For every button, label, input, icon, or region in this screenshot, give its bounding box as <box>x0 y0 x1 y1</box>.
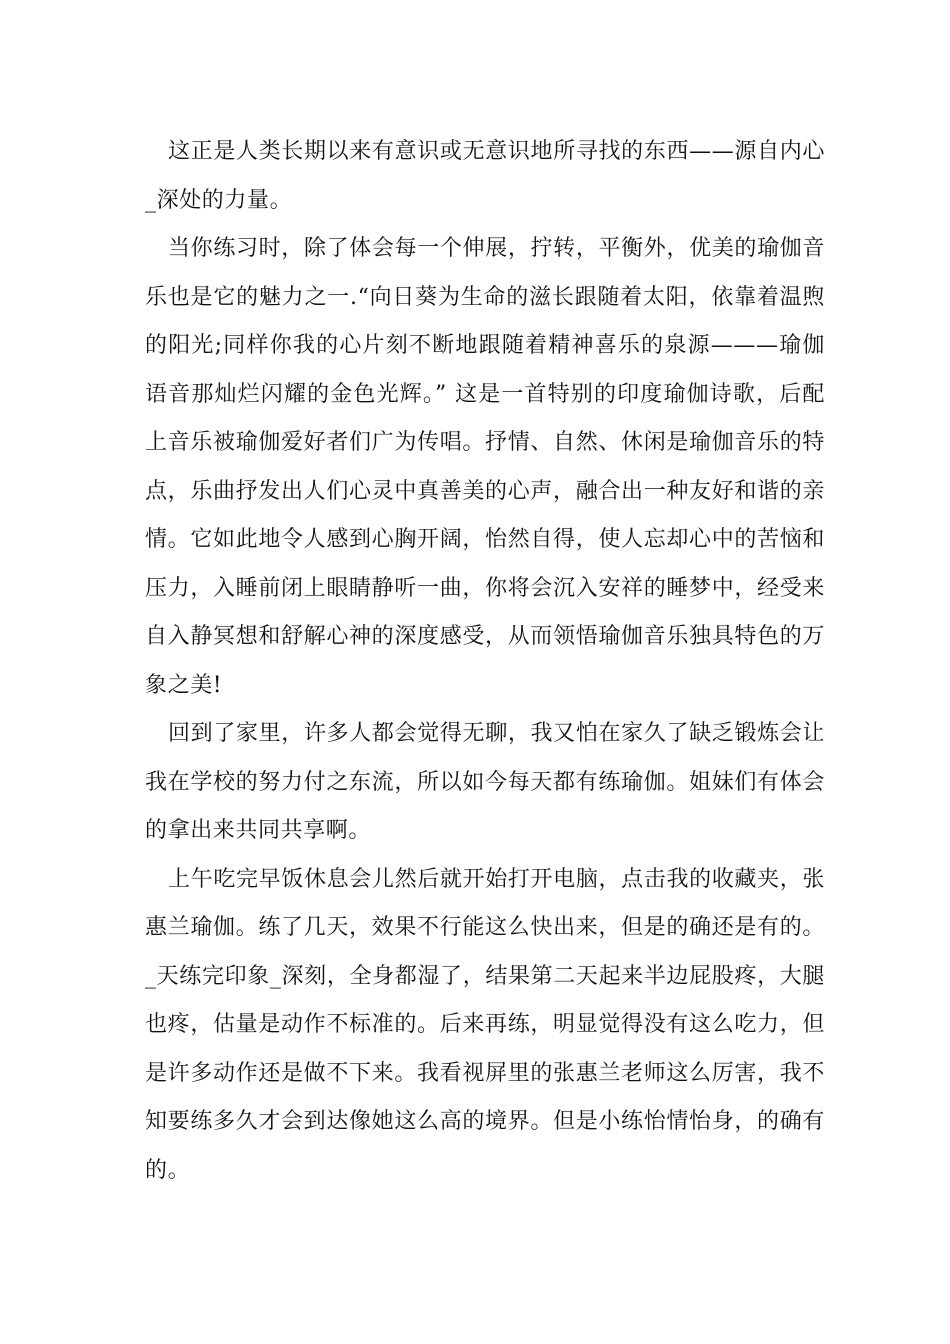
paragraph-1: 这正是人类长期以来有意识或无意识地所寻找的东西——源自内心_深处的力量。 <box>145 139 825 213</box>
paragraph-2: 当你练习时，除了体会每一个伸展，拧转，平衡外，优美的瑜伽音乐也是它的魅力之一.“向日葵为生命的滋长跟随着太阳，依靠着温煦的阳光;同样你我的心片刻不断地跟随着精神喜乐的泉源———瑜伽语音那灿烂闪耀的金色光辉。” 这是一首特别的印度瑜伽诗歌，后配上音乐被瑜伽爱好者们广为传唱。抒情、自然、休闲是瑜伽音乐的特点，乐曲抒发出人们心灵中真善美的心声，融合出一种友好和谐的亲情。它如此地令人感到心胸开阔，怡然自得，使人忘却心中的苦恼和压力，入睡前闭上眼睛静听一曲，你将会沉入安祥的睡梦中，经受来自入静冥想和舒解心神的深度感受，从而领悟瑜伽音乐独具特色的万象之美! <box>145 236 825 698</box>
paragraph-4: 上午吃完早饭休息会儿然后就开始打开电脑，点击我的收藏夹，张惠兰瑜伽。练了几天，效果不行能这么快出来，但是的确还是有的。_天练完印象_深刻，全身都湿了，结果第二天起来半边屁股疼，大腿也疼，估量是动作不标准的。后来再练，明显觉得没有这么吃力，但是许多动作还是做不下来。我看视屏里的张惠兰老师这么厉害，我不知要练多久才会到达像她这么高的境界。但是小练怡情怡身，的确有的。 <box>145 866 825 1183</box>
document-body <box>145 128 825 1195</box>
paragraph-3: 回到了家里，许多人都会觉得无聊，我又怕在家久了缺乏锻炼会让我在学校的努力付之东流，所以如今每天都有练瑜伽。姐妹们有体会的拿出来共同共享啊。 <box>145 721 825 843</box>
